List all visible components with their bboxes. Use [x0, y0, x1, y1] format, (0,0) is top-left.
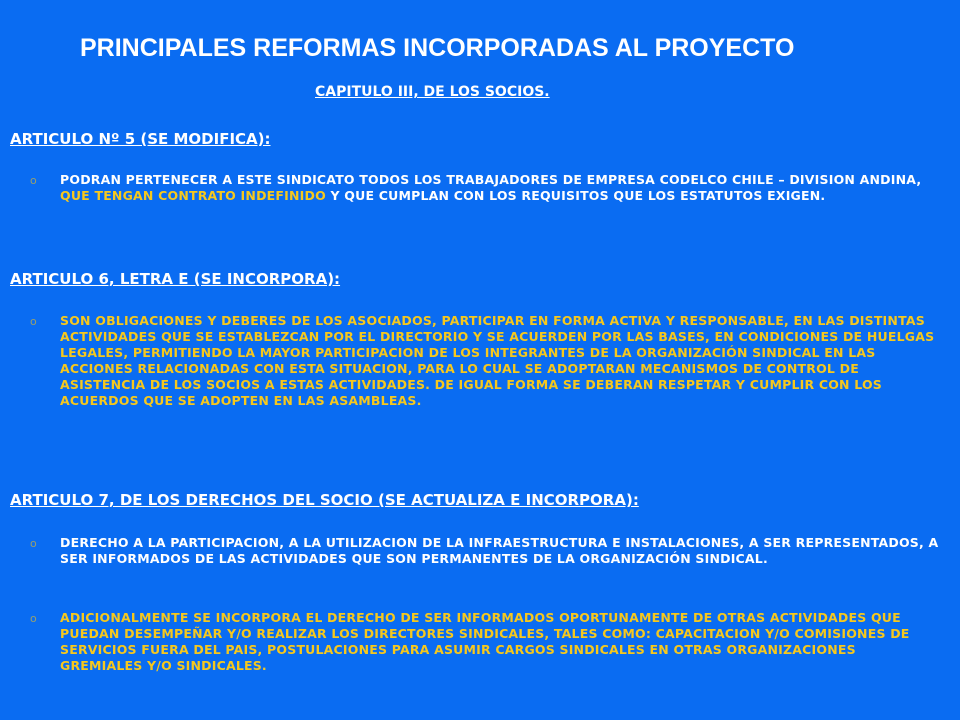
bullet-icon: o [30, 174, 37, 187]
chapter-subtitle: CAPITULO III, DE LOS SOCIOS. [315, 84, 550, 100]
page-title: PRINCIPALES REFORMAS INCORPORADAS AL PROYECTO [80, 34, 795, 62]
article-5-text-part2: Y QUE CUMPLAN CON LOS REQUISITOS QUE LOS ESTATUTOS EXIGEN. [325, 188, 826, 203]
article-5-heading: ARTICULO Nº 5 (SE MODIFICA): [10, 130, 271, 148]
article-5-text-highlight: QUE TENGAN CONTRATO INDEFINIDO [60, 188, 326, 203]
bullet-icon: o [30, 612, 37, 625]
article-7-item-1 [30, 535, 942, 567]
article-7-text-1: DERECHO A LA PARTICIPACION, A LA UTILIZACION DE LA INFRAESTRUCTURA E INSTALACIONES, A SER REPRESENTADOS, A SER INFORMADOS DE LAS ACTIVIDADES QUE SON PERMANENTES DE LA ORGANIZACIÓN SINDICAL. [60, 535, 939, 566]
article-7-item-2 [30, 610, 942, 674]
article-5-item [30, 172, 942, 204]
bullet-icon: o [30, 315, 37, 328]
article-5-text [60, 172, 942, 204]
article-7-text-2: ADICIONALMENTE SE INCORPORA EL DERECHO DE SER INFORMADOS OPORTUNAMENTE DE OTRAS ACTIVIDADES QUE PUEDAN DESEMPEÑAR Y/O REALIZAR LOS DIRECTORES SINDICALES, TALES COMO: CAPACITACION Y/O COMISIONES DE SERVICIOS FUERA DEL PAIS, POSTULACIONES PARA ASUMIR CARGOS SINDICALES EN OTRAS ORGANIZACIONES GREMIALES Y/O SINDICALES. [60, 610, 910, 673]
article-5-text-part1: PODRAN PERTENECER A ESTE SINDICATO TODOS LOS TRABAJADORES DE EMPRESA CODELCO CHILE – DIVISION ANDINA, [60, 172, 922, 187]
article-6-item [30, 313, 942, 409]
bullet-icon: o [30, 537, 37, 550]
article-6-heading: ARTICULO 6, LETRA E (SE INCORPORA): [10, 270, 341, 288]
article-6-text: SON OBLIGACIONES Y DEBERES DE LOS ASOCIADOS, PARTICIPAR EN FORMA ACTIVA Y RESPONSABLE, EN LAS DISTINTAS ACTIVIDADES QUE SE ESTABLEZCAN POR EL DIRECTORIO Y SE ACUERDEN POR LAS BASES, EN CONDICIONES DE HUELGAS LEGALES, PERMITIENDO LA MAYOR PARTICIPACION DE LOS INTEGRANTES DE LA ORGANIZACIÓN SINDICAL EN LAS ACCIONES RELACIONADAS CON ESTA SITUACION, PARA LO CUAL SE ADOPTARAN MECANISMOS DE CONTROL DE ASISTENCIA DE LOS SOCIOS A ESTAS ACTIVIDADES. DE IGUAL FORMA SE DEBERAN RESPETAR Y CUMPLIR CON LOS ACUERDOS QUE SE ADOPTEN EN LAS ASAMBLEAS. [60, 313, 935, 408]
article-7-heading: ARTICULO 7, DE LOS DERECHOS DEL SOCIO (SE ACTUALIZA E INCORPORA): [10, 491, 639, 509]
